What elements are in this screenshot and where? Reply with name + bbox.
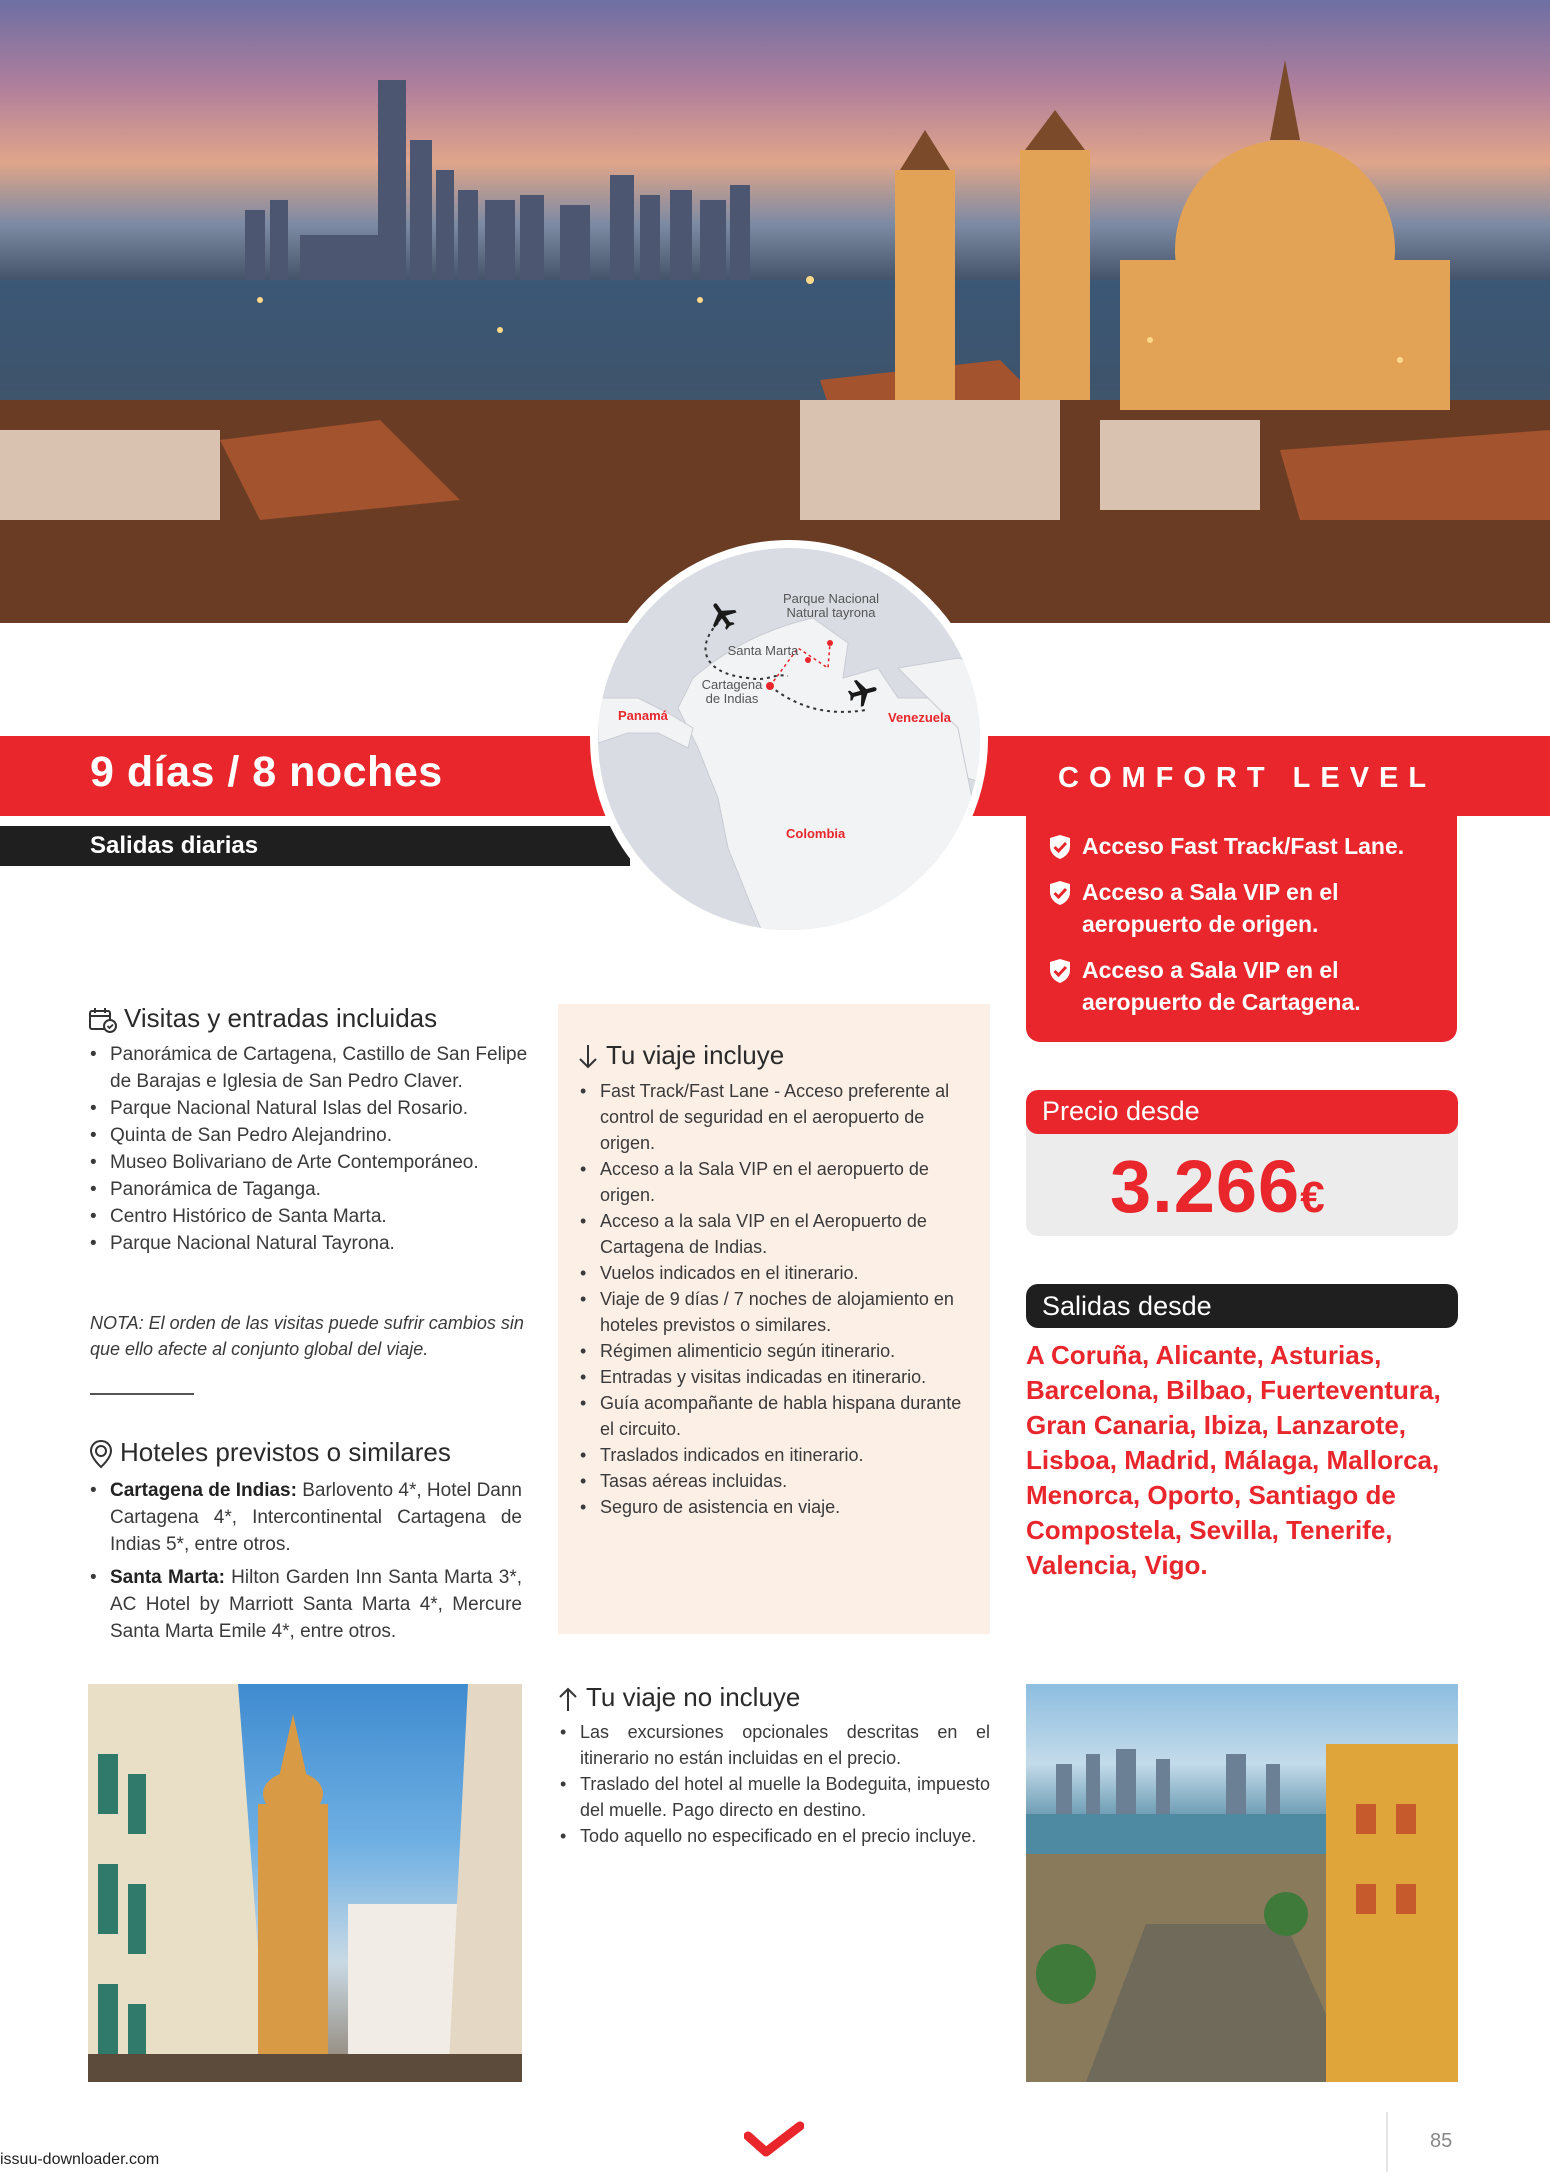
- calendar-ticket-icon: [88, 1006, 118, 1034]
- price-label: Precio desde: [1042, 1096, 1200, 1126]
- watermark: issuu-downloader.com: [0, 2151, 160, 2168]
- shield-check-icon: [1048, 834, 1072, 860]
- no-incluye-list: [558, 1719, 990, 1849]
- hotel-names: Barlovento 4*, Hotel Dann Cartagena 4*, Intercontinental Cartagena de Indias 5*, entre otros.: [110, 1480, 522, 1555]
- map-country-colombia: Colombia: [786, 826, 846, 841]
- list-item: • Centro Histórico de Santa Marta.: [88, 1203, 528, 1230]
- list-item: • Vuelos indicados en el itinerario.: [578, 1260, 976, 1286]
- price-value: [1110, 1145, 1326, 1235]
- list-item: • Tasas aéreas incluidas.: [578, 1468, 976, 1494]
- departure-cities-label: Salidas desde: [1042, 1291, 1212, 1321]
- comfort-item-text: Acceso a Sala VIP en el aeropuerto de Cartagena.: [1082, 957, 1361, 1015]
- map-country-panama: Panamá: [618, 708, 668, 723]
- comfort-item-text: Acceso Fast Track/Fast Lane.: [1082, 833, 1405, 859]
- no-incluye-heading: [556, 1682, 800, 1713]
- page-number: 85: [1430, 2130, 1453, 2152]
- hoteles-title: Hoteles previstos o similares: [120, 1437, 451, 1467]
- list-item: • Traslado del hotel al muelle la Bodeguita, impuesto del muelle. Pago directo en destino.: [558, 1771, 990, 1823]
- list-item: • Panorámica de Cartagena, Castillo de San Felipe de Barajas e Iglesia de San Pedro Claver.: [88, 1041, 528, 1095]
- divider: [90, 1393, 194, 1395]
- price-header: [1026, 1090, 1458, 1134]
- route-map: [590, 540, 988, 938]
- price-currency: €: [1300, 1173, 1326, 1222]
- hoteles-list: [88, 1477, 522, 1651]
- arrow-down-icon: [576, 1043, 600, 1071]
- list-item: • Parque Nacional Natural Islas del Rosario.: [88, 1095, 528, 1122]
- airplane-icon: [846, 676, 880, 710]
- incluye-list: [578, 1078, 976, 1520]
- comfort-list: [1048, 830, 1448, 1032]
- photo-cartagena-old-town: [1026, 1684, 1458, 2082]
- list-item: • Panorámica de Taganga.: [88, 1176, 528, 1203]
- list-item: • Quinta de San Pedro Alejandrino.: [88, 1122, 528, 1149]
- list-item: • Acceso a la sala VIP en el Aeropuerto de Cartagena de Indias.: [578, 1208, 976, 1260]
- price-box: [1026, 1090, 1458, 1236]
- shield-check-icon: [1048, 880, 1072, 906]
- comfort-item-text: Acceso a Sala VIP en el aeropuerto de origen.: [1082, 879, 1339, 937]
- hotel-city: Cartagena de Indias:: [110, 1480, 297, 1501]
- no-incluye-title: Tu viaje no incluye: [586, 1682, 801, 1712]
- list-item: • Museo Bolivariano de Arte Contemporáneo.: [88, 1149, 528, 1176]
- departures-frequency: Salidas diarias: [90, 832, 259, 859]
- tour-duration: 9 días / 8 noches: [90, 748, 443, 796]
- shield-check-icon: [1048, 958, 1072, 984]
- list-item: • Entradas y visitas indicadas en itinerario.: [578, 1364, 976, 1390]
- incluye-heading: [576, 1040, 784, 1071]
- map-label-tayrona: Parque Nacional Natural tayrona: [782, 591, 880, 620]
- airplane-icon: [706, 598, 740, 632]
- list-item: • Parque Nacional Natural Tayrona.: [88, 1230, 528, 1257]
- old-town-illustration: [1026, 1684, 1458, 2082]
- list-item: • Acceso a la Sala VIP en el aeropuerto de origen.: [578, 1156, 976, 1208]
- hero-photo-cartagena: [0, 0, 1550, 623]
- visitas-list: [88, 1041, 528, 1257]
- location-pin-icon: [88, 1439, 114, 1469]
- footer-divider: [1386, 2112, 1388, 2172]
- departure-cities-header: [1026, 1284, 1458, 1328]
- hoteles-heading: [88, 1437, 451, 1469]
- visitas-heading: [88, 1003, 437, 1034]
- visitas-title: Visitas y entradas incluidas: [124, 1003, 438, 1033]
- list-item: [88, 1477, 522, 1558]
- cathedral-street-illustration: [88, 1684, 522, 2082]
- list-item: • Guía acompañante de habla hispana durante el circuito.: [578, 1390, 976, 1442]
- hotel-city: Santa Marta:: [110, 1567, 225, 1588]
- list-item: • Las excursiones opcionales descritas en el itinerario no están incluidas en el precio.: [558, 1719, 990, 1771]
- map-label-santa-marta: Santa Marta: [727, 643, 799, 658]
- visitas-note: NOTA: El orden de las visitas puede sufrir cambios sin que ello afecte al conjunto global del viaje.: [90, 1313, 524, 1359]
- list-item: • Viaje de 9 días / 7 noches de alojamiento en hoteles previstos o similares.: [578, 1286, 976, 1338]
- list-item: [88, 1564, 522, 1645]
- comfort-item: [1048, 954, 1448, 1018]
- incluye-title: Tu viaje incluye: [606, 1040, 785, 1070]
- comfort-level-title: COMFORT LEVEL: [1058, 762, 1437, 794]
- price-amount: 3.266: [1110, 1145, 1301, 1228]
- list-item: • Fast Track/Fast Lane - Acceso preferente al control de seguridad en el aeropuerto de origen.: [578, 1078, 976, 1156]
- map-label-cartagena: Cartagena de Indias: [701, 677, 763, 706]
- hero-cityscape-illustration: [0, 0, 1550, 623]
- arrow-up-icon: [556, 1685, 580, 1713]
- comfort-item: [1048, 830, 1448, 862]
- brand-logo-icon: [744, 2120, 804, 2160]
- list-item: • Seguro de asistencia en viaje.: [578, 1494, 976, 1520]
- list-item: • Régimen alimenticio según itinerario.: [578, 1338, 976, 1364]
- tayrona-marker: [827, 640, 833, 646]
- departure-cities-list: A Coruña, Alicante, Asturias, Barcelona, Bilbao, Fuerteventura, Gran Canaria, Ibiza, Lanzarote, Lisboa, Madrid, Málaga, Mallorca, Menorca, Oporto, Santiago de Compostela, Sevilla, Tenerife, Valencia, Vigo.: [1026, 1340, 1441, 1580]
- comfort-item: [1048, 876, 1448, 940]
- hotel-names: Hilton Garden Inn Santa Marta 3*, AC Hotel by Marriott Santa Marta 4*, Mercure Santa Marta Emile 4*, entre otros.: [110, 1567, 522, 1642]
- list-item: • Traslados indicados en itinerario.: [578, 1442, 976, 1468]
- map-country-venezuela: Venezuela: [888, 710, 951, 725]
- list-item: • Todo aquello no especificado en el precio incluye.: [558, 1823, 990, 1849]
- photo-cathedral-street: [88, 1684, 522, 2082]
